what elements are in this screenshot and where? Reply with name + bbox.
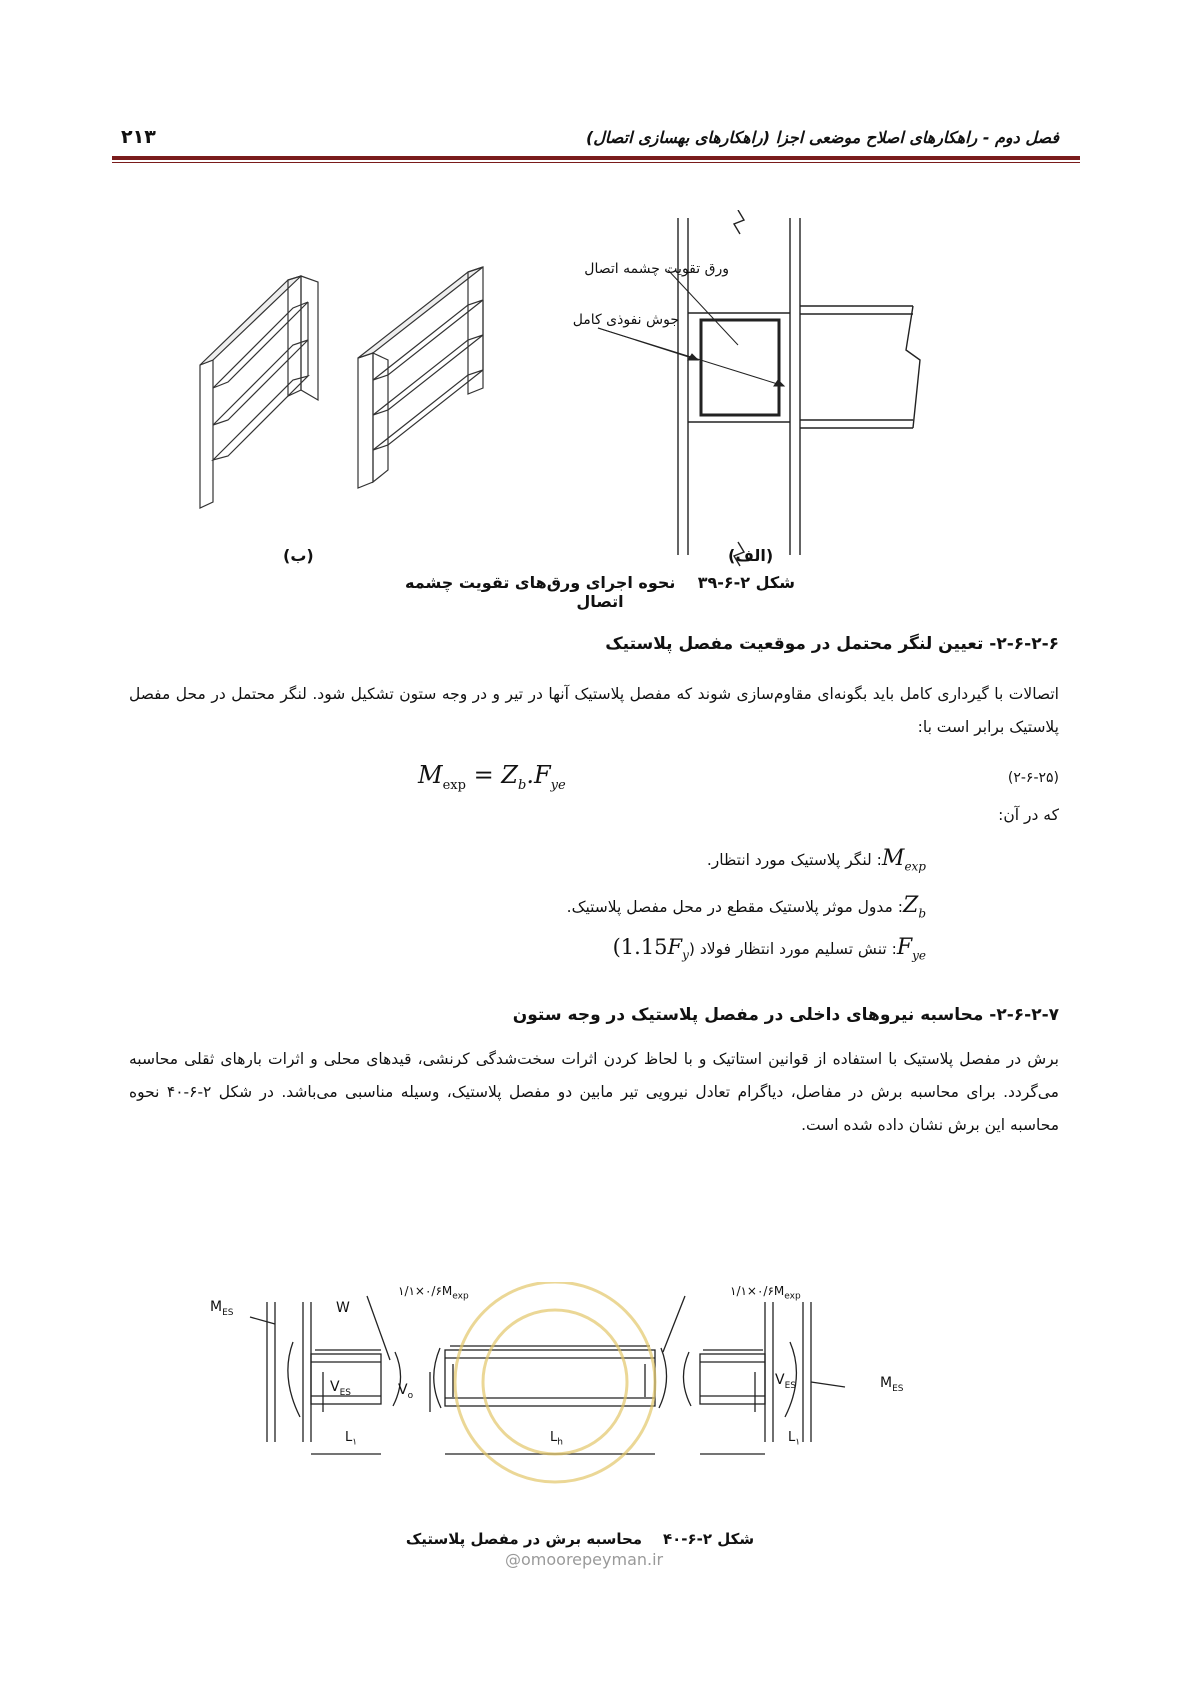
label-m-es-right: $M_{ES}$ bbox=[880, 1375, 904, 1394]
label-plate: ورق تقویت چشمه اتصال bbox=[584, 261, 729, 277]
label-m-es-left: $M_{ES}$ bbox=[210, 1299, 234, 1318]
label-l1-left: $L_۱$ bbox=[345, 1430, 358, 1448]
label-factor-left: $۱/۱\times ۰/۶M_{exp}$ bbox=[398, 1284, 469, 1302]
figure-40-caption-number: شکل ۲-۶-۴۰ bbox=[662, 1530, 755, 1548]
label-lh: $L_h$ bbox=[550, 1430, 563, 1448]
symbol-fye: $F_{ye}$ bbox=[896, 935, 926, 963]
symbol-m-exp: $M_{exp}$ bbox=[881, 846, 926, 874]
publisher-seal bbox=[455, 1282, 655, 1482]
symbol-zb: $Z_b$ bbox=[903, 893, 926, 921]
label-l1-right: $L_۱$ bbox=[788, 1430, 801, 1448]
figure-40-caption bbox=[380, 1530, 780, 1548]
equation-25: $M_{exp} = Z_b.F_{ye}$ bbox=[418, 761, 566, 793]
figure-40-caption-text: محاسبه برش در مفصل پلاستیک bbox=[405, 1530, 643, 1548]
label-v-es-left: $V_{ES}$ bbox=[330, 1379, 351, 1398]
watermark-url: @omoorepeyman.ir bbox=[505, 1550, 664, 1569]
section-heading-7: ۲-۶-۲-۷- محاسبه نیروهای داخلی در مفصل پلاستیک در وجه ستون bbox=[512, 1005, 1059, 1025]
figure-39-caption-text: نحوه اجرای ورق‌های تقویت چشمه اتصال bbox=[405, 573, 676, 611]
label-factor-right: $۱/۱\times ۰/۶M_{exp}$ bbox=[730, 1284, 801, 1302]
page-number: ۲۱۳ bbox=[121, 126, 156, 148]
header-rule-thin bbox=[112, 162, 1080, 163]
definition-zb bbox=[567, 893, 926, 920]
label-weld: جوش نفوذی کامل bbox=[572, 312, 679, 328]
label-v-o: $V_o$ bbox=[398, 1382, 414, 1401]
figure-39-caption bbox=[380, 573, 820, 611]
subfigure-label-a: (الف) bbox=[728, 546, 774, 565]
section-7-paragraph: برش در مفصل پلاستیک با استفاده از قوانین استاتیک و با لحاظ کردن اثرات سخت‌شدگی کرنشی، قیدهای محلی و اثرات بارهای ثقلی محاسبه می‌گردد. برای محاسبه برش در مفاصل، دیاگرام تعادل نیرویی تیر مابین دو مفصل پلاستیک، وسیله مناسبی می‌باشد. در شکل ۲-۶-۴۰ نحوه محاسبه این برش نشان داده شده است. bbox=[129, 1050, 1059, 1134]
isometric-stiffener-left bbox=[200, 276, 318, 508]
definition-fye bbox=[613, 935, 926, 962]
isometric-stiffener-right bbox=[358, 267, 483, 488]
subfigure-label-b: (ب) bbox=[283, 546, 314, 565]
definition-fye-text: : تنش تسلیم مورد انتظار فولاد ( bbox=[688, 940, 897, 958]
label-w: W bbox=[336, 1300, 350, 1316]
figure-40-drawing bbox=[205, 1282, 985, 1512]
definition-zb-text: : مدول موثر پلاستیک مقطع در محل مفصل پلاستیک. bbox=[566, 898, 904, 916]
section-heading-6: ۲-۶-۲-۶- تعیین لنگر محتمل در موقعیت مفصل پلاستیک bbox=[605, 634, 1059, 654]
running-header-title: فصل دوم - راهکارهای اصلاح موضعی اجزا (راهکارهای بهسازی اتصال) bbox=[585, 128, 1059, 147]
figure-39-caption-number: شکل ۲-۶-۳۹ bbox=[697, 573, 795, 592]
section-6-paragraph: اتصالات با گیرداری کامل باید بگونه‌ای مقاوم‌سازی شوند که مفصل پلاستیک آنها در تیر و در وجه ستون تشکیل شود. لنگر محتمل در محل مفصل پلاستیک برابر است با: bbox=[129, 685, 1059, 736]
definition-m-exp bbox=[707, 846, 926, 873]
header-rule-thick bbox=[112, 156, 1080, 160]
leader-arrows bbox=[598, 270, 784, 386]
symbol-115fy: $1.15F_y$) bbox=[612, 935, 689, 963]
definition-m-exp-text: : لنگر پلاستیک مورد انتظار. bbox=[706, 851, 882, 869]
beam-elevation bbox=[800, 306, 920, 428]
equation-number: (۲-۶-۲۵) bbox=[1007, 770, 1059, 786]
label-v-es-right: $V_{ES}$ bbox=[775, 1372, 796, 1391]
where-text: که در آن: bbox=[998, 806, 1059, 824]
